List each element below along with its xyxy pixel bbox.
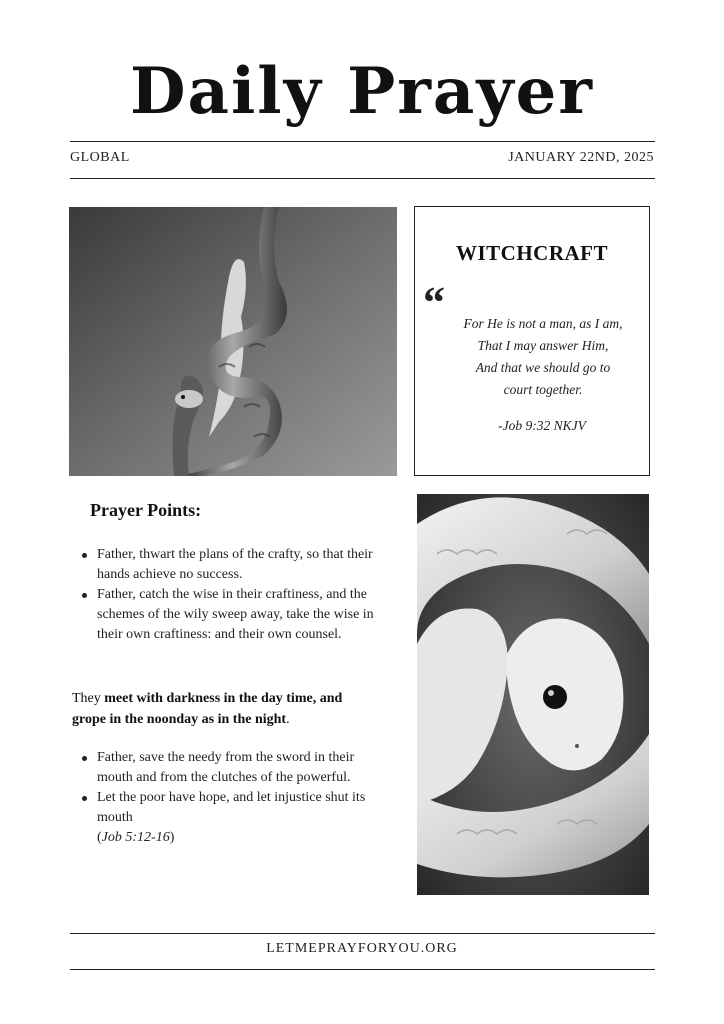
list-item [80, 788, 390, 848]
white-snake-photo [417, 494, 649, 895]
ref-open: ( [97, 830, 102, 845]
region-label: GLOBAL [70, 150, 130, 165]
list-item: Father, thwart the plans of the crafty, so that their hands achieve no success. [80, 545, 390, 585]
scripture-paragraph [72, 688, 372, 730]
scripture-quote-box [414, 206, 650, 476]
footer-site-link[interactable]: LETMEPRAYFORYOU.ORG [266, 941, 458, 956]
snake-hand-photo [69, 207, 397, 476]
paragraph-tail: . [286, 712, 290, 727]
list-item: Father, save the needy from the sword in their mouth and from the clutches of the powerful. [80, 748, 390, 788]
footer-rule-bottom [70, 969, 655, 970]
list-item-text: Let the poor have hope, and let injustice shut its mouth [97, 790, 366, 825]
date-label: JANUARY 22ND, 2025 [508, 150, 654, 165]
page-title: Daily Prayer [130, 54, 594, 129]
footer-rule-top [70, 933, 655, 934]
quote-line: That I may answer Him, [477, 338, 609, 353]
prayer-points-list-first [80, 545, 390, 645]
quote-line: court together. [503, 382, 583, 397]
prayer-points-list-second [80, 748, 390, 848]
quote-line: For He is not a man, as I am, [463, 316, 623, 331]
quote-reference: -Job 9:32 NKJV [498, 418, 586, 433]
header-rule-bottom [70, 178, 655, 179]
list-item: Father, catch the wise in their craftiness, and the schemes of the wily sweep away, take the wise in their own craftiness: and their own counsel. [80, 585, 390, 645]
quote-mark-icon: “ [423, 278, 445, 327]
paragraph-bold: meet with darkness in the day time, and grope in the noonday as in the night [72, 691, 343, 727]
ref-close: ) [169, 830, 175, 845]
ref-text: Job 5:12-16 [101, 830, 170, 845]
scripture-reference [97, 828, 390, 848]
quote-line: And that we should go to [475, 360, 611, 375]
prayer-points-heading: Prayer Points: [90, 500, 202, 520]
paragraph-lead: They [72, 691, 105, 706]
quote-text [445, 313, 641, 401]
quote-box-title: WITCHCRAFT [455, 241, 608, 265]
header-rule-top [70, 141, 655, 142]
